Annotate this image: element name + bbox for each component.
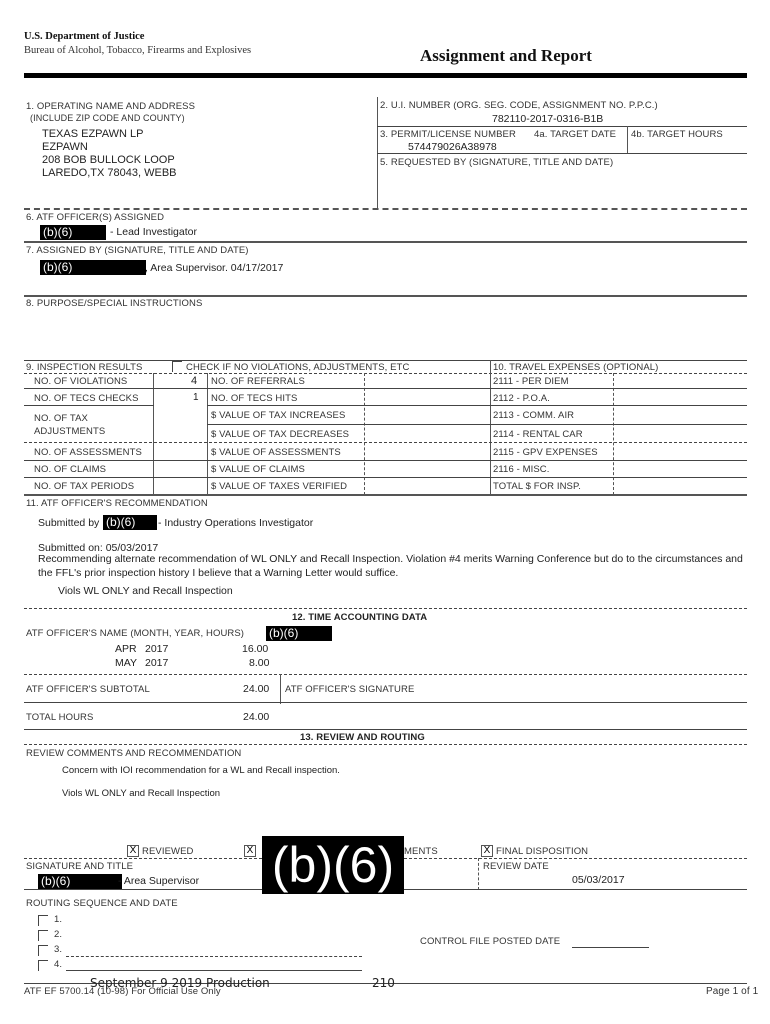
- tecs-hits-label: NO. OF TECS HITS: [211, 393, 298, 404]
- redaction-officer: (b)(6): [40, 225, 106, 240]
- travel-rental-car: 2114 - RENTAL CAR: [493, 429, 583, 440]
- bates-number: 210: [372, 976, 395, 990]
- entry-1-year: 2017: [145, 643, 169, 655]
- redaction-officer-name: (b)(6): [266, 626, 332, 641]
- recommendation-summary: Viols WL ONLY and Recall Inspection: [58, 585, 233, 597]
- submitter-role: - Industry Operations Investigator: [158, 517, 314, 529]
- routing-item-3: 3.: [54, 944, 63, 955]
- agency-name: U.S. Department of Justice: [24, 31, 145, 42]
- claims-value-label: $ VALUE OF CLAIMS: [211, 464, 305, 475]
- total-hours-value: 24.00: [243, 711, 270, 723]
- assessments-label: NO. OF ASSESSMENTS: [34, 447, 142, 458]
- submitted-on: Submitted on: 05/03/2017: [38, 542, 159, 554]
- header-rule: [24, 73, 747, 78]
- routing-item-1: 1.: [54, 914, 63, 925]
- review-comments-label: REVIEW COMMENTS AND RECOMMENDATION: [26, 748, 242, 759]
- section8-label: 8. PURPOSE/SPECIAL INSTRUCTIONS: [26, 298, 203, 309]
- total-hours-label: TOTAL HOURS: [26, 712, 94, 723]
- ui-number: 782110-2017-0316-B1B: [492, 113, 604, 125]
- entry-2-hours: 8.00: [249, 657, 270, 669]
- section12-title: 12. TIME ACCOUNTING DATA: [292, 612, 428, 623]
- section3-label: 3. PERMIT/LICENSE NUMBER: [380, 129, 516, 140]
- divider: [24, 477, 747, 478]
- large-redaction: (b)(6): [262, 836, 404, 894]
- tax-adjustments-label: NO. OF TAX ADJUSTMENTS: [34, 413, 106, 437]
- signature-label: SIGNATURE AND TITLE: [26, 861, 134, 872]
- divider: [377, 153, 747, 154]
- routing-line-4[interactable]: [66, 970, 362, 971]
- divider: [478, 858, 479, 890]
- divider: [24, 388, 747, 389]
- divider: [490, 360, 491, 495]
- divider: [627, 126, 628, 153]
- violations-label: NO. OF VIOLATIONS: [34, 376, 128, 387]
- submitted-by-label: Submitted by: [38, 517, 100, 529]
- address-line-3: 208 BOB BULLOCK LOOP: [42, 154, 175, 166]
- tax-increases-label: $ VALUE OF TAX INCREASES: [211, 410, 346, 421]
- section5-label: 5. REQUESTED BY (SIGNATURE, TITLE AND DATE): [380, 157, 614, 168]
- reviewed-checkbox[interactable]: X: [127, 845, 139, 857]
- second-checkbox[interactable]: X: [244, 845, 256, 857]
- redaction-submitter: (b)(6): [103, 515, 157, 530]
- redaction-assigner: (b)(6): [40, 260, 146, 275]
- section6-label: 6. ATF OFFICER(S) ASSIGNED: [26, 212, 165, 223]
- divider: [24, 373, 747, 374]
- divider: [24, 208, 747, 210]
- officer-role: - Lead Investigator: [110, 226, 197, 238]
- section2-label: 2. U.I. NUMBER (ORG. SEG. CODE, ASSIGNMENT NO. P.P.C.): [380, 100, 658, 111]
- redaction-reviewer: (b)(6): [38, 874, 122, 889]
- reviewed-label: REVIEWED: [142, 846, 194, 857]
- section10-label: 10. TRAVEL EXPENSES (OPTIONAL): [493, 362, 659, 373]
- address-line-1: TEXAS EZPAWN LP: [42, 128, 144, 140]
- referrals-label: NO. OF REFERRALS: [211, 376, 305, 387]
- bureau-name: Bureau of Alcohol, Tobacco, Firearms and Explosives: [24, 45, 252, 56]
- review-comment: Concern with IOI recommendation for a WL and Recall inspection.: [62, 765, 340, 776]
- routing-item-4: 4.: [54, 959, 63, 970]
- divider: [24, 460, 747, 461]
- officer-name-label: ATF OFFICER'S NAME (MONTH, YEAR, HOURS): [26, 628, 245, 639]
- subtotal-value: 24.00: [243, 683, 270, 695]
- section13-title: 13. REVIEW AND ROUTING: [300, 732, 425, 743]
- section9-label: 9. INSPECTION RESULTS: [26, 362, 143, 373]
- control-file-date-line[interactable]: [572, 947, 649, 948]
- divider: [24, 295, 747, 297]
- review-date-label: REVIEW DATE: [483, 861, 549, 872]
- target-hours-label: 4b. TARGET HOURS: [631, 129, 723, 140]
- section7-label: 7. ASSIGNED BY (SIGNATURE, TITLE AND DATE): [26, 245, 249, 256]
- reviewer-role: - Area Supervisor: [118, 875, 200, 887]
- divider: [24, 608, 747, 609]
- section11-label: 11. ATF OFFICER'S RECOMMENDATION: [26, 498, 208, 509]
- entry-2-year: 2017: [145, 657, 169, 669]
- travel-per-diem: 2111 - PER DIEM: [493, 376, 569, 387]
- final-disposition-label: FINAL DISPOSITION: [496, 846, 589, 857]
- travel-total: TOTAL $ FOR INSP.: [493, 481, 581, 492]
- divider: [24, 442, 747, 443]
- target-date-label: 4a. TARGET DATE: [534, 129, 617, 140]
- divider: [377, 126, 747, 127]
- divider: [24, 744, 747, 745]
- divider: [24, 405, 154, 406]
- routing-item-2: 2.: [54, 929, 63, 940]
- permit-number: 574479026A38978: [408, 141, 497, 153]
- travel-poa: 2112 - P.O.A.: [493, 393, 550, 404]
- control-file-label: CONTROL FILE POSTED DATE: [420, 936, 561, 947]
- form-title: Assignment and Report: [420, 46, 592, 65]
- routing-checkbox-2[interactable]: [38, 930, 48, 941]
- routing-line-3[interactable]: [66, 956, 362, 957]
- divider: [24, 241, 747, 243]
- section1-sublabel: (INCLUDE ZIP CODE AND COUNTY): [30, 113, 185, 123]
- subtotal-label: ATF OFFICER'S SUBTOTAL: [26, 684, 150, 695]
- routing-checkbox-3[interactable]: [38, 945, 48, 956]
- routing-label: ROUTING SEQUENCE AND DATE: [26, 898, 178, 909]
- divider: [280, 674, 281, 704]
- claims-label: NO. OF CLAIMS: [34, 464, 107, 475]
- divider: [207, 405, 747, 406]
- divider: [24, 494, 747, 496]
- travel-misc: 2116 - MISC.: [493, 464, 550, 475]
- address-line-2: EZPAWN: [42, 141, 88, 153]
- no-violations-checkbox[interactable]: [172, 361, 182, 372]
- violations-value: 4: [191, 375, 198, 387]
- routing-checkbox-1[interactable]: [38, 915, 48, 926]
- address-line-4: LAREDO,TX 78043, WEBB: [42, 167, 177, 179]
- recommendation-text: Recommending alternate recommendation of WL ONLY and Recall Inspection. Violation #4 merits Warning Conference but do to the circumstances and the FFL's prior inspection history I believe that a Warning Letter would suffice.: [38, 553, 743, 579]
- routing-checkbox-4[interactable]: [38, 960, 48, 971]
- final-disposition-checkbox[interactable]: X: [481, 845, 493, 857]
- travel-gpv: 2115 - GPV EXPENSES: [493, 447, 598, 458]
- assigned-by: , Area Supervisor. 04/17/2017: [145, 262, 284, 274]
- review-date: 05/03/2017: [572, 874, 625, 886]
- officer-signature-label: ATF OFFICER'S SIGNATURE: [285, 684, 415, 695]
- form-number: ATF EF 5700.14 (10-98) For Official Use Only: [24, 986, 221, 997]
- divider: [207, 424, 747, 425]
- comments-partial-label: MENTS: [404, 846, 438, 857]
- divider: [24, 360, 747, 361]
- no-violations-label: CHECK IF NO VIOLATIONS, ADJUSTMENTS, ETC: [186, 362, 410, 373]
- tax-decreases-label: $ VALUE OF TAX DECREASES: [211, 429, 350, 440]
- production-stamp: September 9 2019 Production: [90, 976, 270, 990]
- divider: [24, 729, 747, 730]
- assessments-value-label: $ VALUE OF ASSESSMENTS: [211, 447, 341, 458]
- divider: [24, 674, 747, 675]
- entry-1-hours: 16.00: [242, 643, 269, 655]
- divider: [24, 702, 747, 703]
- entry-2-month: MAY: [115, 657, 137, 669]
- entry-1-month: APR: [115, 643, 137, 655]
- travel-comm-air: 2113 - COMM. AIR: [493, 410, 575, 421]
- page-number: Page 1 of 1: [706, 986, 759, 997]
- review-summary: Viols WL ONLY and Recall Inspection: [62, 788, 221, 799]
- taxes-verified-label: $ VALUE OF TAXES VERIFIED: [211, 481, 348, 492]
- section1-label: 1. OPERATING NAME AND ADDRESS: [26, 101, 196, 112]
- tecs-checks-value: 1: [193, 392, 199, 403]
- tax-periods-label: NO. OF TAX PERIODS: [34, 481, 135, 492]
- tecs-checks-label: NO. OF TECS CHECKS: [34, 393, 139, 404]
